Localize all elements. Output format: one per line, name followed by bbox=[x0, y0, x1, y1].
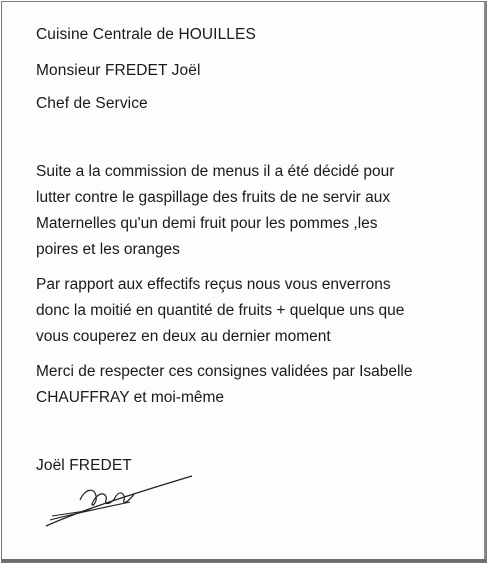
header-organization: Cuisine Centrale de HOUILLES bbox=[36, 26, 256, 43]
handwritten-signature bbox=[42, 470, 202, 530]
paragraph-3 bbox=[36, 359, 413, 411]
signatory-name: Joël FREDET bbox=[36, 457, 132, 474]
header-title: Chef de Service bbox=[36, 95, 148, 112]
frame-edge-right bbox=[484, 2, 486, 562]
paragraph-1 bbox=[36, 159, 394, 263]
paragraph-3-line: CHAUFFRAY et moi-même bbox=[36, 389, 225, 406]
paragraph-1-line: poires et les oranges bbox=[36, 241, 180, 258]
paragraph-2-line: donc la moitié en quantité de fruits + quelque uns que bbox=[36, 302, 405, 319]
paragraph-2 bbox=[36, 272, 404, 350]
header-name: Monsieur FREDET Joël bbox=[36, 62, 201, 79]
paragraph-1-line: Maternelles qu'un demi fruit pour les pommes ,les bbox=[36, 215, 378, 232]
paragraph-1-line: lutter contre le gaspillage des fruits de ne servir aux bbox=[36, 189, 391, 206]
paragraph-3-line: Merci de respecter ces consignes validées par Isabelle bbox=[36, 363, 413, 380]
frame-edge-bottom bbox=[2, 559, 486, 562]
letter-page bbox=[1, 1, 487, 563]
paragraph-2-line: vous couperez en deux au dernier moment bbox=[36, 328, 331, 345]
paragraph-2-line: Par rapport aux effectifs reçus nous vous enverrons bbox=[36, 276, 391, 293]
paragraph-1-line: Suite a la commission de menus il a été décidé pour bbox=[36, 163, 395, 180]
